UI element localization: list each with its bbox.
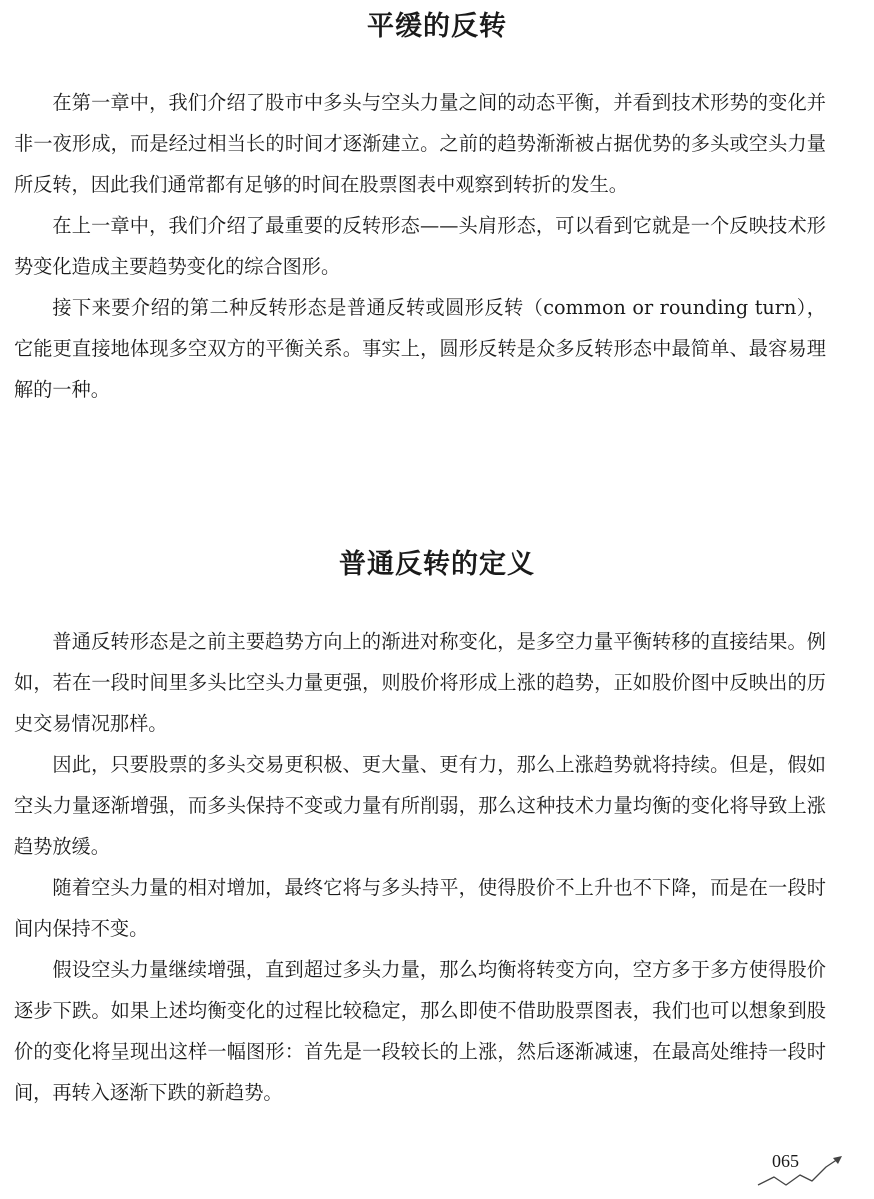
section-body (14, 621, 826, 1113)
paragraph: 普通反转形态是之前主要趋势方向上的渐进对称变化，是多空力量平衡转移的直接结果。例如，若在一段时间里多头比空头力量更强，则股价将形成上涨的趋势，正如股价图中反映出的历史交易情况那样。 (14, 630, 826, 735)
paragraph: 在上一章中，我们介绍了最重要的反转形态——头肩形态，可以看到它就是一个反映技术形势变化造成主要趋势变化的综合图形。 (14, 214, 826, 278)
paragraph: 随着空头力量的相对增加，最终它将与多头持平，使得股价不上升也不下降，而是在一段时间内保持不变。 (14, 876, 826, 940)
paragraph: 在第一章中，我们介绍了股市中多头与空头力量之间的动态平衡，并看到技术形势的变化并非一夜形成，而是经过相当长的时间才逐渐建立。之前的趋势渐渐被占据优势的多头或空头力量所反转，因此我们通常都有足够的时间在股票图表中观察到转折的发生。 (14, 91, 826, 196)
section-body (14, 82, 826, 410)
paragraph: 接下来要介绍的第二种反转形态是普通反转或圆形反转（common or rounding turn），它能更直接地体现多空双方的平衡关系。事实上，圆形反转是众多反转形态中最简单、最容易理解的一种。 (14, 296, 826, 401)
paragraph: 假设空头力量继续增强，直到超过多头力量，那么均衡将转变方向，空方多于多方使得股价逐步下跌。如果上述均衡变化的过程比较稳定，那么即使不借助股票图表，我们也可以想象到股价的变化将呈现出这样一幅图形：首先是一段较长的上涨，然后逐渐减速，在最高处维持一段时间，再转入逐渐下跌的新趋势。 (14, 958, 826, 1104)
section-title: 平缓的反转 (367, 11, 507, 42)
rising-arrow-icon (756, 1151, 856, 1191)
page-footer (756, 1151, 856, 1191)
paragraph: 因此，只要股票的多头交易更积极、更大量、更有力，那么上涨趋势就将持续。但是，假如空头力量逐渐增强，而多头保持不变或力量有所削弱，那么这种技术力量均衡的变化将导致上涨趋势放缓。 (14, 753, 826, 858)
page-number: 065 (772, 1151, 799, 1171)
section-title: 普通反转的定义 (339, 549, 535, 580)
